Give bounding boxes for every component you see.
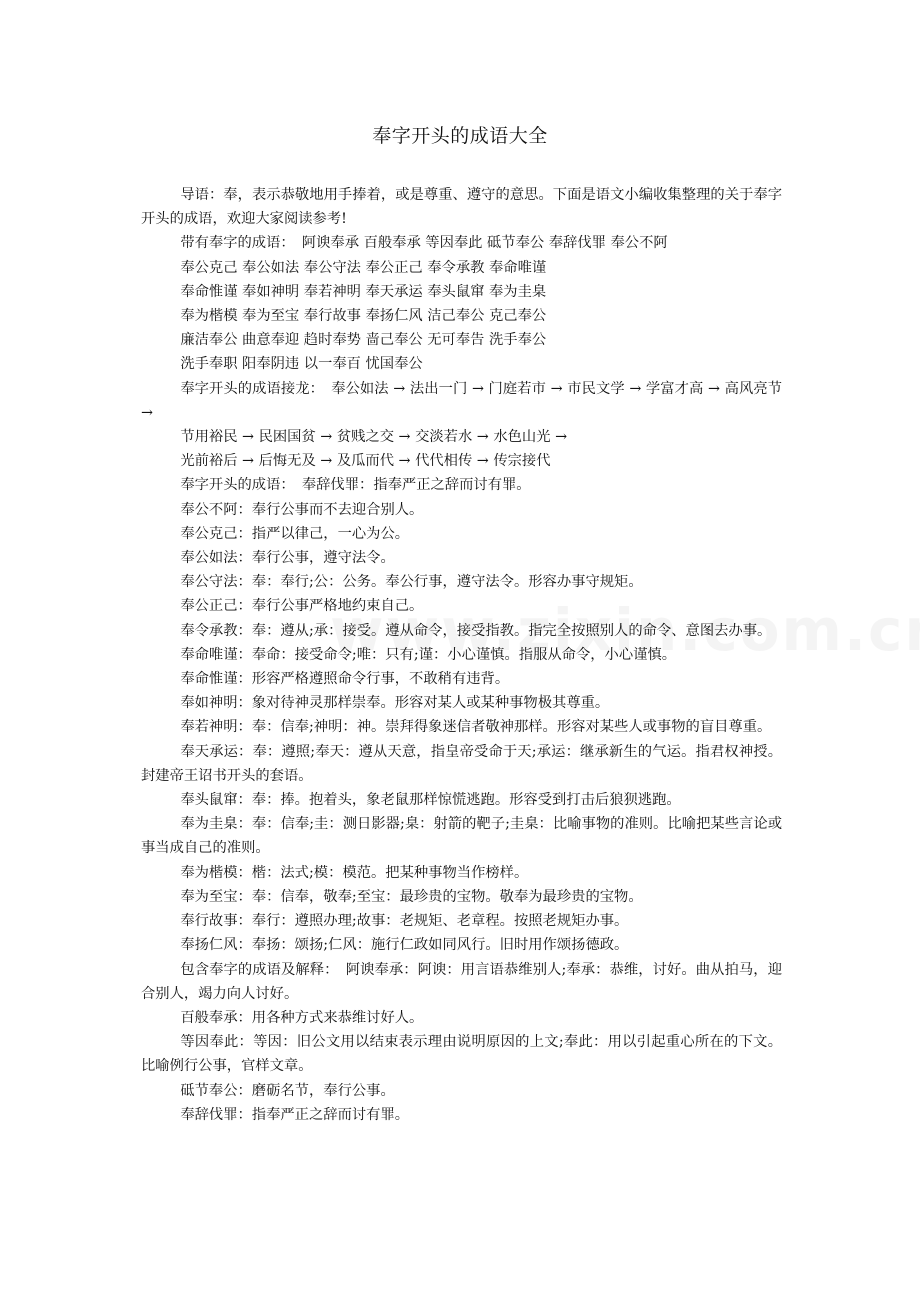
idiom-definition: 奉命惟谨：形容严格遵照命令行事，不敢稍有违背。 [180,671,510,688]
idiom-explanation-heading: 包含奉字的成语及解释： 阿谀奉承：阿谀：用言语恭维别人;奉承：恭维，讨好。曲从拍马，迎合别人，竭力向人讨好。 [141,961,782,1002]
idiom-chain-line: 节用裕民 → 民困国贫 → 贫贱之交 → 交淡若水 → 水色山光 → [180,429,568,446]
idiom-chain-line: 光前裕后 → 后悔无及 → 及瓜而代 → 代代相传 → 传宗接代 [180,453,551,470]
idiom-definition: 奉扬仁风：奉扬：颂扬;仁风：施行仁政如同风行。旧时用作颂扬德政。 [180,937,629,954]
idiom-definition: 奉公克己：指严以律己，一心为公。 [180,525,410,542]
idiom-definition: 奉行故事：奉行：遵照办理;故事：老规矩、老章程。按照老规矩办事。 [180,913,629,930]
idiom-definition: 百般奉承：用各种方式来恭维讨好人。 [180,1009,424,1026]
idiom-list-line: 廉洁奉公 曲意奉迎 趋时奉势 啬己奉公 无可奉告 洗手奉公 [180,332,547,349]
document-body [141,183,787,1127]
idiom-definition: 奉辞伐罪：指奉严正之辞而讨有罪。 [180,1106,410,1123]
idiom-definition: 奉天承运：奉：遵照;奉天：遵从天意，指皇帝受命于天;承运：继承新生的气运。指君权神授。封建帝王诏书开头的套语。 [141,743,782,784]
idiom-definition: 奉令承教：奉：遵从;承：接受。遵从命令，接受指教。指完全按照别人的命令、意图去办事。 [180,622,772,639]
idiom-definition: 奉头鼠窜：奉：捧。抱着头，象老鼠那样惊慌逃跑。形容受到打击后狼狈逃跑。 [180,792,681,809]
idiom-definition-heading: 奉字开头的成语： 奉辞伐罪：指奉严正之辞而讨有罪。 [180,477,531,494]
idiom-definition: 奉为楷模：楷：法式;模：模范。把某种事物当作榜样。 [180,864,529,881]
idiom-definition: 奉命唯谨：奉命：接受命令;唯：只有;谨：小心谨慎。指服从命令，小心谨慎。 [180,646,677,663]
idiom-definition: 奉为至宝：奉：信奉，敬奉;至宝：最珍贵的宝物。敬奉为最珍贵的宝物。 [180,888,643,905]
intro-paragraph: 导语：奉，表示恭敬地用手捧着，或是尊重、遵守的意思。下面是语文小编收集整理的关于奉字开头的成语，欢迎大家阅读参考! [141,187,782,228]
idiom-list-line: 奉公克己 奉公如法 奉公守法 奉公正己 奉令承教 奉命唯谨 [180,259,547,276]
idiom-definition: 砥节奉公：磨砺名节，奉行公事。 [180,1082,395,1099]
idiom-definition: 奉如神明：象对待神灵那样崇奉。形容对某人或某种事物极其尊重。 [180,695,610,712]
document-title: 奉字开头的成语大全 [372,125,548,147]
idiom-definition: 奉公守法：奉：奉行;公：公务。奉公行事，遵守法令。形容办事守规矩。 [180,574,643,591]
idiom-list-line: 奉命惟谨 奉如神明 奉若神明 奉天承运 奉头鼠窜 奉为圭臬 [180,283,547,300]
idiom-definition: 奉公如法：奉行公事，遵守法令。 [180,550,395,567]
idiom-list-line: 奉为楷模 奉为至宝 奉行故事 奉扬仁风 洁己奉公 克己奉公 [180,308,547,325]
idiom-definition: 奉为圭臬：奉：信奉;圭：测日影器;臬：射箭的靶子;圭臬：比喻事物的准则。比喻把某些言论或事当成自己的准则。 [141,816,782,857]
idiom-definition: 奉若神明：奉：信奉;神明：神。崇拜得象迷信者敬神那样。形容对某些人或事物的盲目尊重。 [180,719,772,736]
idiom-chain-heading: 奉字开头的成语接龙： 奉公如法 → 法出一门 → 门庭若市 → 市民文学 → 学富才高 → 高风亮节 → [141,380,787,421]
idiom-list-line: 洗手奉职 阳奉阴违 以一奉百 忧国奉公 [180,356,423,373]
idiom-list-heading: 带有奉字的成语： 阿谀奉承 百般奉承 等因奉此 砥节奉公 奉辞伐罪 奉公不阿 [180,235,668,252]
idiom-definition: 等因奉此：等因：旧公文用以结束表示理由说明原因的上文;奉此：用以引起重心所在的下文。比喻例行公事，官样文章。 [141,1034,782,1075]
idiom-definition: 奉公不阿：奉行公事而不去迎合别人。 [180,501,424,518]
idiom-definition: 奉公正己：奉行公事严格地约束自己。 [180,598,424,615]
